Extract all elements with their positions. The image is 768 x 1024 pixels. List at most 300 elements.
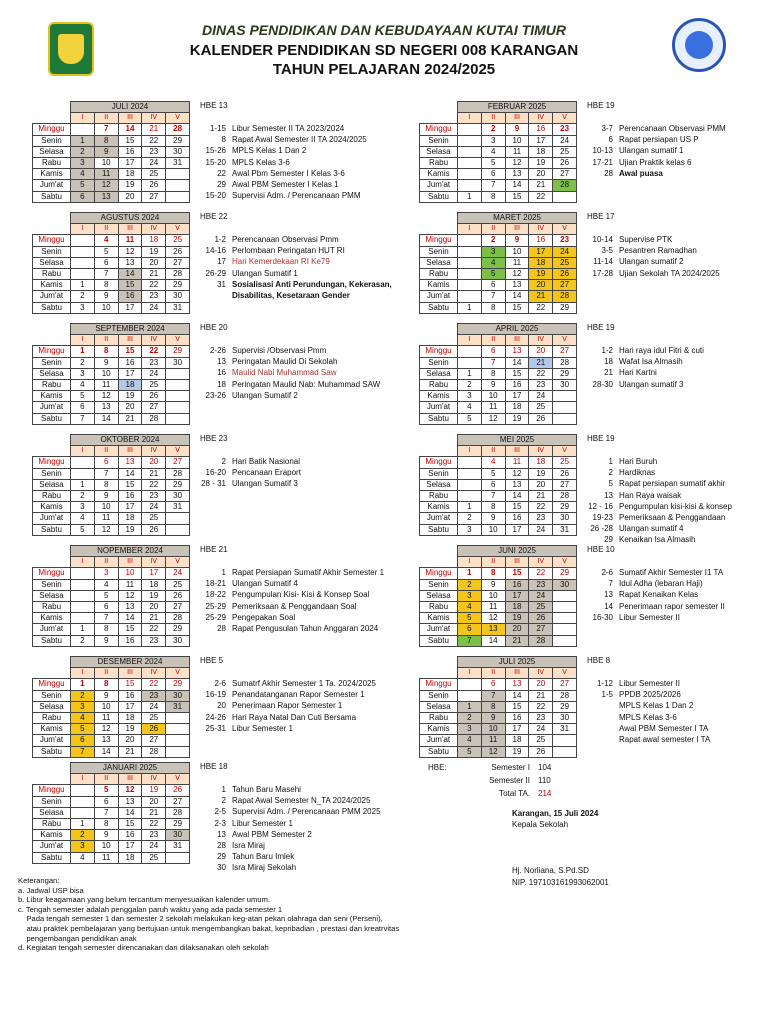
event-row: [577, 478, 732, 489]
week-label: II: [94, 668, 118, 679]
week-label: I: [71, 774, 95, 785]
event-row: [577, 734, 710, 745]
date-cell: 11: [94, 852, 118, 863]
event-date: 29: [217, 180, 226, 190]
date-cell: [458, 246, 482, 257]
month-calendar: [32, 656, 190, 758]
date-cell: 18: [118, 852, 142, 863]
date-cell: 6: [71, 191, 95, 202]
date-cell: 13: [94, 191, 118, 202]
weekday-label: Senin: [33, 246, 71, 257]
date-cell: 9: [505, 124, 529, 135]
date-cell: 27: [553, 169, 577, 180]
date-cell: [458, 124, 482, 135]
event-row: [190, 612, 384, 623]
date-cell: 2: [481, 124, 505, 135]
date-cell: [553, 624, 577, 635]
event-text: Rapat persiapan US P: [619, 135, 699, 145]
weekday-label: Selasa: [33, 368, 71, 379]
date-cell: 2: [71, 490, 95, 501]
date-cell: 1: [458, 701, 482, 712]
date-cell: 13: [94, 402, 118, 413]
date-cell: 13: [118, 601, 142, 612]
date-cell: 14: [118, 268, 142, 279]
event-text: Wafat Isa Almasih: [619, 357, 683, 367]
date-cell: 26: [142, 524, 166, 535]
week-label: V: [166, 446, 190, 457]
weekday-label: Rabu: [420, 268, 458, 279]
date-cell: [166, 368, 190, 379]
event-row: [190, 678, 376, 689]
signature-role: Kepala Sekolah: [512, 820, 569, 829]
date-cell: 28: [529, 635, 553, 646]
date-cell: 17: [118, 841, 142, 852]
event-date: 18-22: [205, 590, 226, 600]
weekday-label: Senin: [33, 796, 71, 807]
event-date: 2-26: [209, 346, 226, 355]
date-cell: 31: [166, 302, 190, 313]
date-cell: 24: [142, 502, 166, 513]
weekday-label: Rabu: [33, 157, 71, 168]
event-text: Penerimaan rapor semester II: [619, 601, 725, 611]
hbe-summary-label: HBE:: [428, 763, 447, 772]
event-text: Pemeriksaan & Penggandaan Soal: [232, 601, 357, 611]
month-hbe: HBE 23: [200, 434, 228, 443]
date-cell: 22: [529, 368, 553, 379]
date-cell: 29: [553, 701, 577, 712]
date-cell: 10: [505, 135, 529, 146]
date-cell: 27: [166, 601, 190, 612]
weekday-label: Senin: [33, 468, 71, 479]
date-cell: 18: [529, 257, 553, 268]
date-cell: [71, 257, 95, 268]
date-cell: 31: [166, 701, 190, 712]
date-cell: 15: [118, 135, 142, 146]
date-cell: 17: [118, 157, 142, 168]
date-cell: 25: [166, 579, 190, 590]
date-cell: [166, 746, 190, 757]
month-events: [190, 567, 384, 634]
event-text: Ulangan Sumatif 1: [232, 268, 298, 278]
date-cell: 2: [458, 379, 482, 390]
date-cell: 16: [505, 579, 529, 590]
event-date: 15-20: [205, 157, 226, 167]
event-row: [190, 840, 381, 851]
date-cell: [166, 169, 190, 180]
date-cell: 8: [94, 346, 118, 357]
event-text: Ulangan sumatif 2: [619, 257, 684, 267]
date-cell: 21: [142, 124, 166, 135]
date-cell: 14: [481, 635, 505, 646]
date-cell: 26: [529, 746, 553, 757]
date-cell: 7: [94, 124, 118, 135]
event-date: 28: [604, 168, 613, 178]
event-text: Peringatan Maulid Nab: Muhammad SAW: [232, 379, 381, 389]
date-cell: 27: [553, 479, 577, 490]
date-cell: 19: [505, 413, 529, 424]
event-date: 16-19: [205, 690, 226, 700]
event-row: [577, 367, 704, 378]
weekday-label: Senin: [33, 690, 71, 701]
weekday-label: Rabu: [33, 818, 71, 829]
date-cell: 15: [505, 191, 529, 202]
event-row: [577, 268, 720, 279]
date-cell: 12: [94, 724, 118, 735]
month-hbe: HBE 10: [587, 545, 615, 554]
event-text: Tahun Baru Imlek: [232, 852, 295, 862]
weekday-label: Kamis: [420, 613, 458, 624]
weekday-label: Selasa: [420, 590, 458, 601]
event-date: 1: [221, 568, 226, 577]
date-cell: 23: [529, 579, 553, 590]
date-cell: 12: [118, 785, 142, 796]
date-cell: 24: [142, 368, 166, 379]
date-cell: [71, 568, 95, 579]
date-cell: 17: [529, 246, 553, 257]
event-text: Rapat Pengusulan Tahun Anggaran 2024: [232, 624, 379, 634]
date-cell: 14: [505, 490, 529, 501]
date-cell: 3: [458, 724, 482, 735]
week-label: IV: [529, 668, 553, 679]
date-cell: 8: [94, 135, 118, 146]
date-cell: 3: [71, 701, 95, 712]
weekday-label: Minggu: [33, 235, 71, 246]
summary-sem1-label: Semester I: [491, 763, 530, 772]
date-cell: 13: [505, 679, 529, 690]
weekday-label: Kamis: [33, 613, 71, 624]
date-cell: 2: [458, 513, 482, 524]
date-cell: 7: [481, 180, 505, 191]
date-cell: [458, 268, 482, 279]
event-date: 1-12: [596, 679, 613, 688]
date-cell: 15: [118, 280, 142, 291]
event-text: Pengepakan Soal: [232, 612, 296, 622]
date-cell: 1: [458, 368, 482, 379]
date-cell: 18: [118, 379, 142, 390]
week-label: II: [94, 774, 118, 785]
date-cell: 2: [71, 690, 95, 701]
event-text: Hardiknas: [619, 468, 656, 478]
weekday-label: Rabu: [420, 490, 458, 501]
signature-place-date: Karangan, 15 Juli 2024: [512, 809, 599, 818]
event-date: 15-20: [205, 191, 226, 201]
week-label: II: [481, 446, 505, 457]
month-name: DESEMBER 2024: [71, 657, 190, 668]
weekday-label: Minggu: [420, 568, 458, 579]
week-label: V: [166, 335, 190, 346]
date-cell: 25: [142, 379, 166, 390]
date-cell: 19: [118, 524, 142, 535]
week-label: II: [94, 113, 118, 124]
date-cell: 19: [142, 785, 166, 796]
date-cell: 23: [142, 690, 166, 701]
date-cell: 19: [529, 468, 553, 479]
date-cell: 22: [142, 346, 166, 357]
date-cell: 28: [553, 357, 577, 368]
event-row: [577, 234, 720, 245]
date-cell: 23: [553, 124, 577, 135]
event-date: 18-21: [205, 579, 226, 589]
date-cell: 7: [481, 690, 505, 701]
weekday-label: Sabtu: [420, 191, 458, 202]
date-cell: [553, 590, 577, 601]
event-row: [577, 168, 726, 179]
date-cell: 1: [71, 624, 95, 635]
date-cell: 4: [71, 513, 95, 524]
month-name: JANUARI 2025: [71, 763, 190, 774]
event-row: [190, 784, 381, 795]
month-hbe: HBE 13: [200, 101, 228, 110]
event-date: 8: [221, 135, 226, 145]
month-events: [577, 123, 726, 179]
date-cell: 27: [529, 624, 553, 635]
event-row: [190, 256, 392, 267]
event-date: 2-5: [214, 807, 226, 817]
date-cell: 18: [118, 712, 142, 723]
notes-title: Keterangan:: [18, 876, 60, 885]
date-cell: 9: [481, 579, 505, 590]
date-cell: [166, 180, 190, 191]
date-cell: 7: [94, 613, 118, 624]
date-cell: 26: [142, 724, 166, 735]
date-cell: 12: [505, 468, 529, 479]
event-date: 14-16: [205, 246, 226, 256]
date-cell: 23: [142, 635, 166, 646]
event-text: Libur Semester II TA 2023/2024: [232, 124, 345, 133]
event-date: 10-13: [592, 146, 613, 156]
event-date: 13: [604, 490, 613, 500]
date-cell: [458, 135, 482, 146]
week-label: III: [118, 446, 142, 457]
date-cell: [458, 479, 482, 490]
date-cell: [458, 490, 482, 501]
event-row: [577, 134, 726, 145]
date-cell: [458, 280, 482, 291]
date-cell: [458, 169, 482, 180]
date-cell: 9: [94, 830, 118, 841]
event-row: [190, 134, 367, 145]
event-row: [190, 795, 381, 806]
event-text: Rapat Awal Semester II TA 2024/2025: [232, 135, 367, 145]
event-row: [577, 712, 710, 723]
date-cell: 4: [71, 379, 95, 390]
date-cell: 22: [529, 568, 553, 579]
date-cell: 15: [118, 818, 142, 829]
date-cell: 13: [481, 624, 505, 635]
date-cell: 6: [94, 796, 118, 807]
date-cell: 18: [142, 579, 166, 590]
date-cell: 8: [481, 502, 505, 513]
date-cell: [166, 191, 190, 202]
date-cell: 12: [118, 590, 142, 601]
event-row: [190, 123, 367, 134]
weekday-label: Minggu: [33, 785, 71, 796]
date-cell: 30: [166, 357, 190, 368]
date-cell: 11: [481, 402, 505, 413]
month-calendar: [419, 434, 577, 536]
date-cell: 31: [553, 524, 577, 535]
week-label: IV: [142, 113, 166, 124]
date-cell: [71, 246, 95, 257]
date-cell: 9: [481, 712, 505, 723]
date-cell: 6: [481, 280, 505, 291]
event-text: Disabilitas, Kesetaraan Gender: [232, 291, 350, 301]
date-cell: 8: [481, 368, 505, 379]
weekday-label: Senin: [420, 690, 458, 701]
event-date: 2-6: [601, 568, 613, 577]
weekday-label: Sabtu: [33, 635, 71, 646]
date-cell: 21: [529, 291, 553, 302]
date-cell: 2: [71, 146, 95, 157]
weekday-label: Senin: [420, 357, 458, 368]
weekday-label: Kamis: [33, 169, 71, 180]
event-text: Hari Kemerdekaan RI Ke79: [232, 257, 330, 267]
date-cell: 15: [118, 479, 142, 490]
month-calendar: [32, 212, 190, 314]
event-date: 20: [217, 701, 226, 711]
month-name: MEI 2025: [458, 435, 577, 446]
weekday-label: Senin: [33, 579, 71, 590]
weekday-label: Jum'at: [420, 624, 458, 635]
date-cell: 3: [481, 246, 505, 257]
date-cell: 23: [142, 490, 166, 501]
date-cell: 5: [71, 180, 95, 191]
date-cell: 5: [94, 785, 118, 796]
date-cell: 18: [118, 513, 142, 524]
date-cell: [166, 413, 190, 424]
date-cell: [553, 613, 577, 624]
date-cell: 20: [142, 796, 166, 807]
date-cell: 28: [553, 490, 577, 501]
event-date: 2: [221, 457, 226, 466]
date-cell: 16: [118, 146, 142, 157]
date-cell: 19: [505, 746, 529, 757]
week-label: I: [458, 668, 482, 679]
event-row: [190, 356, 380, 367]
date-cell: 6: [71, 735, 95, 746]
date-cell: 5: [458, 613, 482, 624]
week-label: II: [481, 335, 505, 346]
event-date: [577, 723, 619, 734]
date-cell: 16: [118, 635, 142, 646]
event-date: [577, 734, 619, 745]
date-cell: 5: [94, 246, 118, 257]
month-calendar: [32, 101, 190, 203]
date-cell: 16: [505, 712, 529, 723]
event-date: 14: [604, 601, 613, 611]
date-cell: 16: [118, 830, 142, 841]
date-cell: 16: [118, 291, 142, 302]
date-cell: 8: [94, 624, 118, 635]
date-cell: 11: [94, 513, 118, 524]
date-cell: 1: [71, 135, 95, 146]
date-cell: 6: [481, 679, 505, 690]
date-cell: 4: [94, 235, 118, 246]
date-cell: 27: [142, 191, 166, 202]
weekday-label: Kamis: [33, 391, 71, 402]
event-row: [190, 367, 380, 378]
month-calendar: [32, 762, 190, 864]
date-cell: [458, 468, 482, 479]
event-row: [577, 123, 726, 134]
event-text: Libur Semester II: [619, 679, 680, 688]
date-cell: 4: [481, 257, 505, 268]
date-cell: 2: [71, 635, 95, 646]
event-row: [577, 700, 710, 711]
date-cell: 12: [94, 180, 118, 191]
event-text: Perlombaan Peringatan HUT RI: [232, 246, 345, 256]
date-cell: 9: [94, 490, 118, 501]
weekday-label: Selasa: [420, 479, 458, 490]
event-text: Ulangan Sumatif 2: [232, 390, 298, 400]
weekday-label: Minggu: [420, 679, 458, 690]
event-text: Ulangan sumatif 3: [619, 379, 684, 389]
date-cell: 21: [529, 690, 553, 701]
date-cell: 20: [118, 735, 142, 746]
date-cell: 7: [94, 807, 118, 818]
week-label: V: [166, 668, 190, 679]
date-cell: [553, 746, 577, 757]
date-cell: 10: [118, 568, 142, 579]
date-cell: 14: [505, 690, 529, 701]
weekday-label: Senin: [33, 357, 71, 368]
month-calendar: [419, 545, 577, 647]
event-text: Kenaikan Isa Almasih: [619, 535, 696, 545]
event-text: Tahun Baru Masehi: [232, 785, 301, 794]
month-hbe: HBE 21: [200, 545, 228, 554]
date-cell: 1: [71, 479, 95, 490]
date-cell: 29: [553, 302, 577, 313]
event-date: 18: [217, 379, 226, 389]
event-row: [190, 806, 381, 817]
month-calendar: [419, 212, 577, 314]
date-cell: 10: [481, 590, 505, 601]
date-cell: 5: [94, 590, 118, 601]
date-cell: 3: [481, 135, 505, 146]
date-cell: 1: [458, 502, 482, 513]
date-cell: [71, 613, 95, 624]
date-cell: 17: [118, 302, 142, 313]
date-cell: 1: [71, 818, 95, 829]
date-cell: 17: [505, 590, 529, 601]
month-name: OKTOBER 2024: [71, 435, 190, 446]
event-date: 1: [608, 457, 613, 466]
month-name: AGUSTUS 2024: [71, 213, 190, 224]
date-cell: 27: [166, 257, 190, 268]
date-cell: [71, 124, 95, 135]
event-row: [190, 712, 376, 723]
weekday-label: Sabtu: [420, 413, 458, 424]
date-cell: 12: [481, 746, 505, 757]
date-cell: 23: [142, 830, 166, 841]
event-row: [190, 157, 367, 168]
date-cell: 29: [166, 818, 190, 829]
date-cell: 5: [481, 157, 505, 168]
week-label: IV: [142, 557, 166, 568]
date-cell: 14: [118, 124, 142, 135]
date-cell: 21: [529, 490, 553, 501]
date-cell: 15: [118, 346, 142, 357]
week-label: III: [505, 224, 529, 235]
date-cell: 28: [553, 180, 577, 191]
date-cell: 9: [94, 291, 118, 302]
event-date: 29: [217, 852, 226, 862]
weekday-label: Minggu: [33, 679, 71, 690]
event-date: [577, 700, 619, 711]
note-item: a. Jadwal USP bisa: [18, 885, 84, 895]
date-cell: 21: [529, 180, 553, 191]
date-cell: 20: [142, 257, 166, 268]
